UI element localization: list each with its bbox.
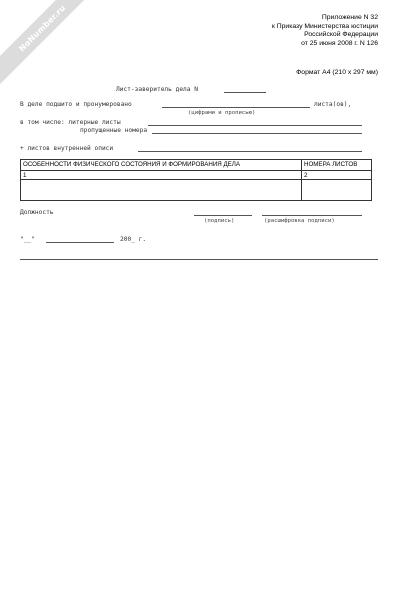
missing-label: пропущенные номера <box>80 127 148 134</box>
date-day: "__" <box>20 236 35 243</box>
table-column-number-2: 2 <box>302 171 372 180</box>
inventory-label: + листов внутренней описи <box>20 145 114 152</box>
case-number-line <box>224 92 266 93</box>
table-header-condition: ОСОБЕННОСТИ ФИЗИЧЕСКОГО СОСТОЯНИЯ И ФОРМИРОВАНИЯ ДЕЛА <box>21 160 302 171</box>
decoding-hint: (расшифровка подписи) <box>264 218 335 224</box>
table-cell-sheet-numbers <box>302 180 372 201</box>
table-column-number-1: 1 <box>21 171 302 180</box>
including-label: в том числе: литерные листы <box>20 119 121 126</box>
condition-table <box>20 159 372 201</box>
date-month-line <box>46 242 114 243</box>
table-cell-condition <box>21 180 302 201</box>
appendix-header <box>272 14 378 48</box>
filed-count-line <box>162 107 310 108</box>
inventory-line <box>138 151 362 152</box>
watermark-ribbon <box>0 0 99 85</box>
signature-hint: (подпись) <box>204 218 235 224</box>
table-header-sheet-numbers: НОМЕРА ЛИСТОВ <box>302 160 372 171</box>
missing-numbers-line <box>152 133 362 134</box>
header-line-4: от 25 июня 2008 г. N 126 <box>301 39 378 47</box>
decoding-line <box>262 215 362 216</box>
header-line-1: Приложение N 32 <box>321 14 378 21</box>
filed-label: В деле подшито и пронумеровано <box>20 101 132 108</box>
watermark-text: NoNumber.ru <box>16 2 68 54</box>
literal-sheets-line <box>148 125 362 126</box>
signature-line <box>194 215 252 216</box>
header-line-2: к Приказу Министерства юстиции <box>271 22 378 30</box>
bottom-rule <box>20 259 378 260</box>
filed-hint: (цифрами и прописью) <box>188 110 256 116</box>
sheets-suffix: листа(ов), <box>314 101 352 108</box>
date-year: 200_ г. <box>120 236 147 243</box>
format-note: Формат А4 (210 x 297 мм) <box>296 69 378 76</box>
header-line-3: Российской Федерации <box>304 31 378 39</box>
position-label: Должность <box>20 209 54 216</box>
form-title: Лист-заверитель дела N <box>116 86 198 93</box>
